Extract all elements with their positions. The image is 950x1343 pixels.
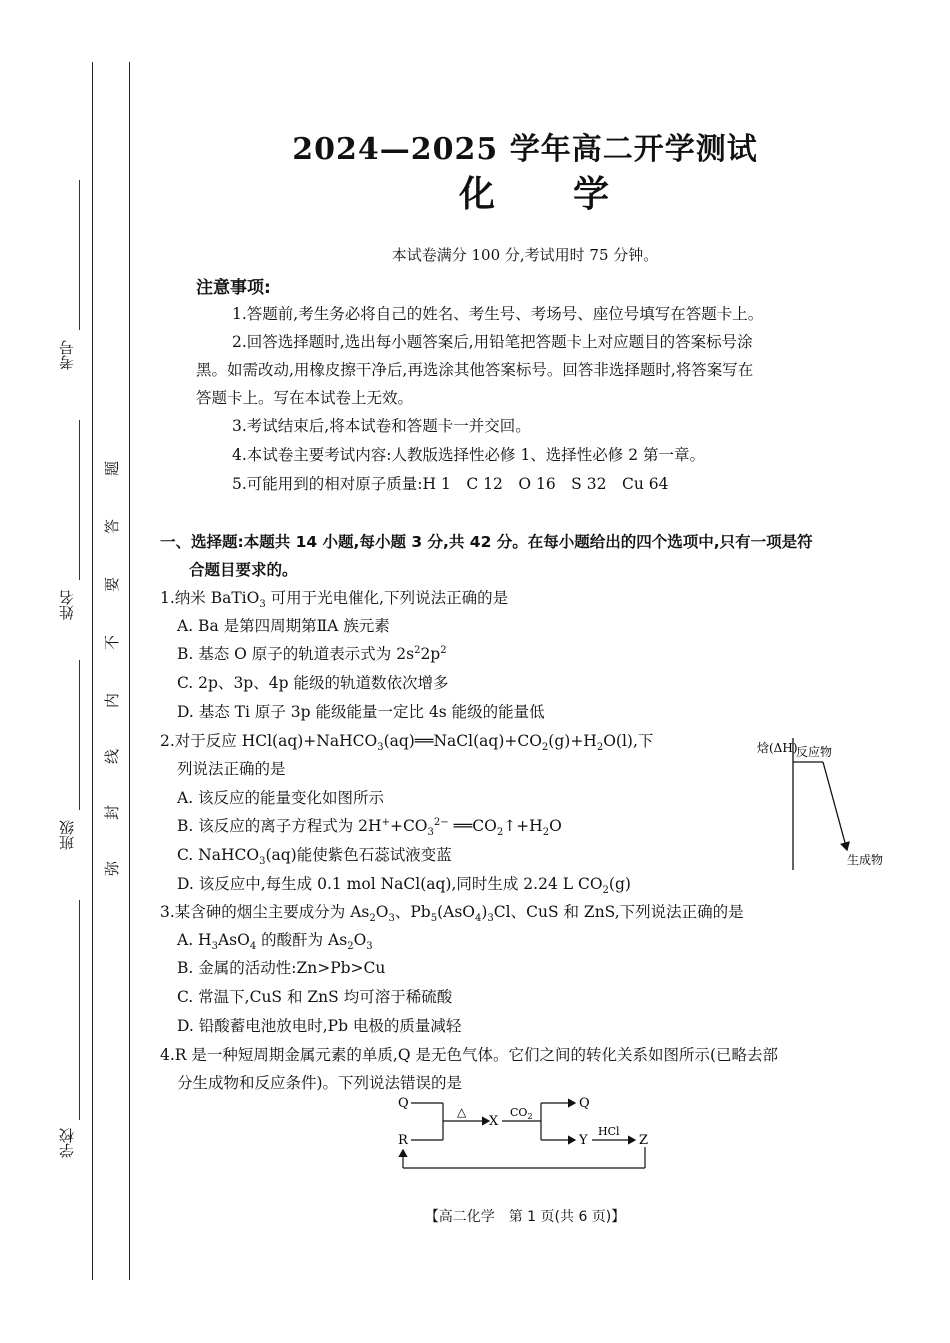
school-label: 学校 bbox=[58, 1128, 76, 1158]
notice-line: 答题卡上。写在本试卷上无效。 bbox=[196, 389, 414, 407]
q4-fig-hcl: HCl bbox=[598, 1125, 620, 1138]
class-rule bbox=[79, 660, 80, 810]
seal-char: 内 bbox=[103, 692, 122, 709]
exam-title: 2024—2025 学年高二开学测试 bbox=[292, 132, 758, 167]
q4-stem: 4.R 是一种短周期金属元素的单质,Q 是无色气体。它们之间的转化关系如图所示(已略去部 bbox=[160, 1046, 778, 1064]
q4-conversion-diagram bbox=[395, 1092, 665, 1172]
q4-fig-heat: △ bbox=[457, 1105, 467, 1119]
q2-fig-drop-arrow bbox=[823, 762, 847, 850]
q2-option-c: C. NaHCO$_3$(aq)能使紫色石蕊试液变蓝 bbox=[177, 846, 452, 868]
class-label: 班级 bbox=[58, 820, 76, 850]
seal-char: 封 bbox=[103, 804, 122, 821]
exam-no-label: 考号 bbox=[58, 340, 76, 370]
exam-info: 本试卷满分 100 分,考试用时 75 分钟。 bbox=[391, 246, 659, 264]
notice-line: 3.考试结束后,将本试卷和答题卡一并交回。 bbox=[232, 417, 531, 435]
q4-fig-r: R bbox=[398, 1133, 408, 1148]
q4-fig-q2: Q bbox=[579, 1096, 590, 1111]
section-heading-cont: 合题目要求的。 bbox=[189, 561, 298, 579]
seal-char: 答 bbox=[103, 518, 122, 535]
section-heading: 一、选择题:本题共 14 小题,每小题 3 分,共 42 分。在每小题给出的四个选项中,只有一项是符 bbox=[160, 533, 813, 551]
q2-stem-cont: 列说法正确的是 bbox=[177, 760, 286, 778]
notice-line: 2.回答选择题时,选出每小题答案后,用铅笔把答题卡上对应题目的答案标号涂 bbox=[232, 333, 753, 351]
q3-option-d: D. 铅酸蓄电池放电时,Pb 电极的质量减轻 bbox=[177, 1017, 462, 1035]
school-rule bbox=[79, 900, 80, 1120]
q3-stem: 3.某含砷的烟尘主要成分为 $As_2O_3$、$Pb_5(AsO_4)_3Cl$、CuS 和 ZnS,下列说法正确的是 bbox=[160, 903, 744, 925]
page-footer: 【高二化学 第 1 页(共 6 页)】 bbox=[424, 1209, 626, 1225]
q2-option-b: B. 该反应的离子方程式为 $2H^++CO_3^{2-}$ $══CO_2↑+H_2O$ bbox=[177, 816, 562, 839]
notice-line: 4.本试卷主要考试内容:人教版选择性必修 1、选择性必修 2 第一章。 bbox=[232, 446, 706, 464]
q4-fig-co2: $CO_2$ bbox=[510, 1106, 533, 1121]
seal-char: 弥 bbox=[103, 860, 122, 877]
q2-fig-reactant: 反应物 bbox=[796, 745, 833, 759]
notice-line: 黑。如需改动,用橡皮擦干净后,再选涂其他答案标号。回答非选择题时,将答案写在 bbox=[196, 361, 754, 379]
q1-option-a: A. Ba 是第四周期第ⅡA 族元素 bbox=[177, 617, 390, 635]
name-rule bbox=[79, 420, 80, 580]
notice-line: 1.答题前,考生务必将自己的姓名、考生号、考场号、座位号填写在答题卡上。 bbox=[232, 305, 764, 323]
q2-energy-diagram bbox=[755, 732, 905, 872]
q1-option-b: B. 基态 O 原子的轨道表示式为 $2s^22p^2$ bbox=[177, 644, 447, 663]
q1-option-c: C. 2p、3p、4p 能级的轨道数依次增多 bbox=[177, 674, 449, 692]
notice-line: 5.可能用到的相对原子质量:H 1 C 12 O 16 S 32 Cu 64 bbox=[232, 475, 669, 493]
q4-fig-z: Z bbox=[639, 1133, 649, 1148]
q3-option-b: B. 金属的活动性:Zn>Pb>Cu bbox=[177, 959, 386, 977]
q2-fig-product: 生成物 bbox=[847, 853, 884, 867]
q2-stem: 2.对于反应 $HCl(aq)+NaHCO_3(aq)══NaCl(aq)+CO_2(g)+H_2O(l)$,下 bbox=[160, 732, 654, 754]
q1-option-d: D. 基态 Ti 原子 3p 能级能量一定比 4s 能级的能量低 bbox=[177, 703, 545, 721]
q3-option-c: C. 常温下,CuS 和 ZnS 均可溶于稀硫酸 bbox=[177, 988, 453, 1006]
seal-char: 不 bbox=[103, 634, 122, 651]
q4-fig-y: Y bbox=[579, 1133, 588, 1148]
q4-stem-cont: 分生成物和反应条件)。下列说法错误的是 bbox=[177, 1074, 463, 1092]
q3-option-a: A. $H_3AsO_4$ 的酸酐为 $As_2O_3$ bbox=[177, 931, 373, 953]
notice-heading: 注意事项: bbox=[196, 278, 271, 298]
subject-title: 化 学 bbox=[458, 173, 611, 215]
seal-char: 线 bbox=[103, 748, 122, 765]
q2-option-a: A. 该反应的能量变化如图所示 bbox=[177, 789, 385, 807]
seal-char: 题 bbox=[103, 460, 122, 477]
q4-fig-q: Q bbox=[398, 1096, 409, 1111]
q1-stem: 1.纳米 BaTiO$_3$ 可用于光电催化,下列说法正确的是 bbox=[160, 589, 509, 611]
seal-char: 要 bbox=[103, 576, 122, 593]
name-label: 姓名 bbox=[58, 590, 76, 620]
q2-option-d: D. 该反应中,每生成 0.1 mol NaCl(aq),同时生成 2.24 L $CO_2(g)$ bbox=[177, 875, 631, 897]
q2-fig-y-label: 焓(ΔH) bbox=[757, 741, 798, 755]
q4-fig-x: X bbox=[489, 1114, 499, 1129]
